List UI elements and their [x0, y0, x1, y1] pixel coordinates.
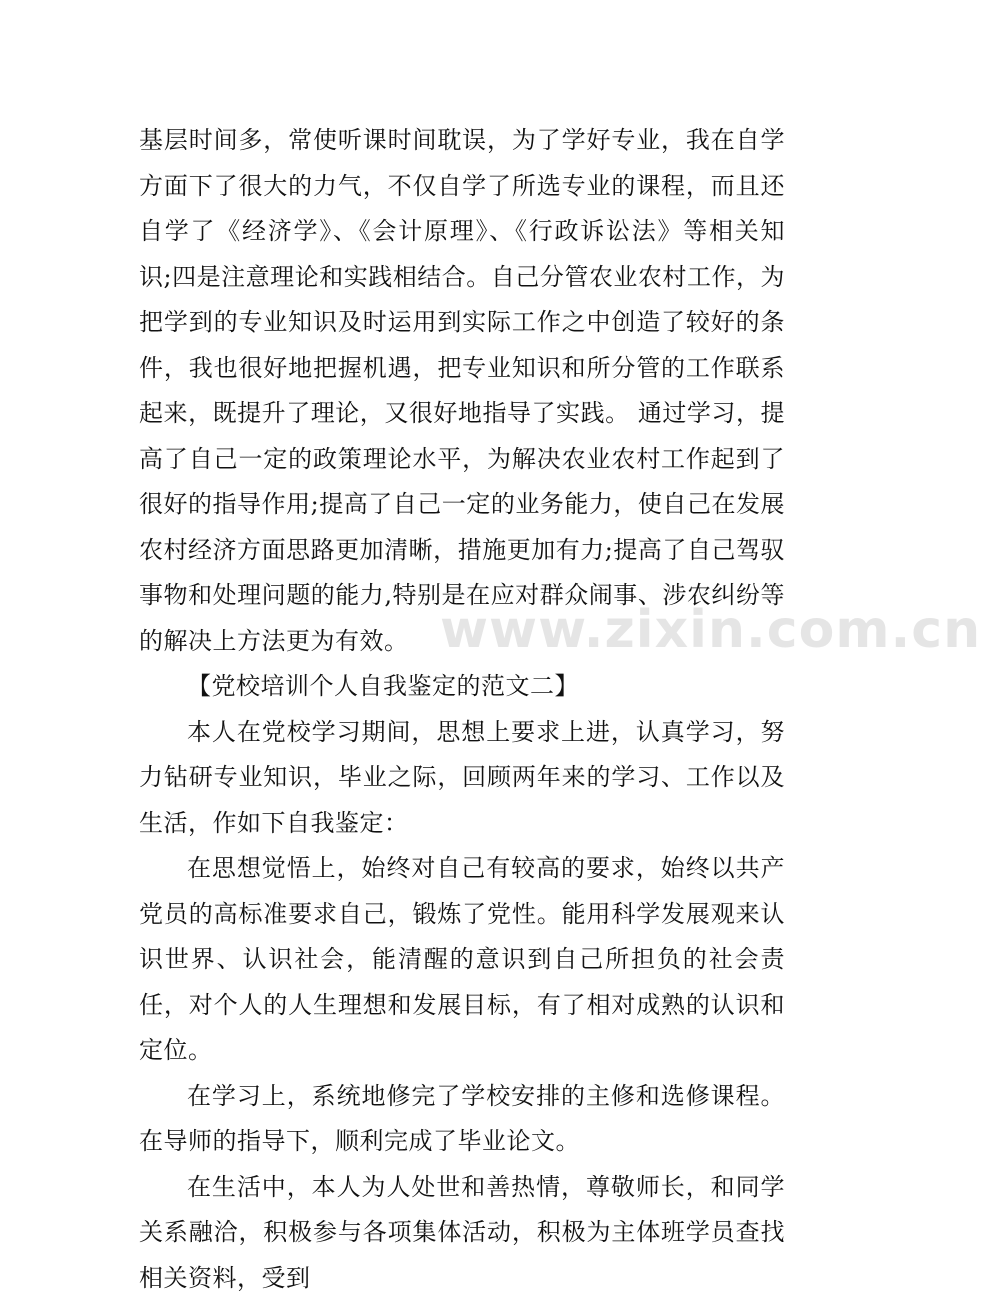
paragraph-ideology: 在思想觉悟上，始终对自己有较高的要求，始终以共产党员的高标准要求自己，锻炼了党性。能用科学发展观来认识世界、认识社会，能清醒的意识到自己所担负的社会责任，对个人的人生理想和发展目标，有了相对成熟的认识和定位。: [139, 854, 785, 1064]
paragraph-continuation: 基层时间多，常使听课时间耽误，为了学好专业，我在自学方面下了很大的力气，不仅自学了所选专业的课程，而且还自学了《经济学》、《会计原理》、《行政诉讼法》等相关知识;四是注意理论和实践相结合。自己分管农业农村工作，为把学到的专业知识及时运用到实际工作之中创造了较好的条件，我也很好地把握机遇，把专业知识和所分管的工作联系起来，既提升了理论，又很好地指导了实践。 通过学习，提高了自己一定的政策理论水平，为解决农业农村工作起到了很好的指导作用;提高了自己一定的业务能力，使自己在发展农村经济方面思路更加清晰，措施更加有力;提高了自己驾驭事物和处理问题的能力,特别是在应对群众闹事、涉农纠纷等的解决上方法更为有效。: [139, 126, 785, 655]
paragraph-study: 在学习上，系统地修完了学校安排的主修和选修课程。在导师的指导下，顺利完成了毕业论文。: [139, 1081, 785, 1155]
document-page: [139, 118, 785, 1301]
watermark: www.zixin.com.cn: [440, 600, 981, 660]
paragraph-life: 在生活中，本人为人处世和善热情，尊敬师长，和同学关系融洽，积极参与各项集体活动，积极为主体班学员查找相关资料，受到: [139, 1172, 785, 1292]
paragraph-intro: 本人在党校学习期间，思想上要求上进，认真学习，努力钻研专业知识，毕业之际，回顾两年来的学习、工作以及生活，作如下自我鉴定：: [139, 717, 785, 837]
section-heading: 【党校培训个人自我鉴定的范文二】: [187, 672, 579, 700]
